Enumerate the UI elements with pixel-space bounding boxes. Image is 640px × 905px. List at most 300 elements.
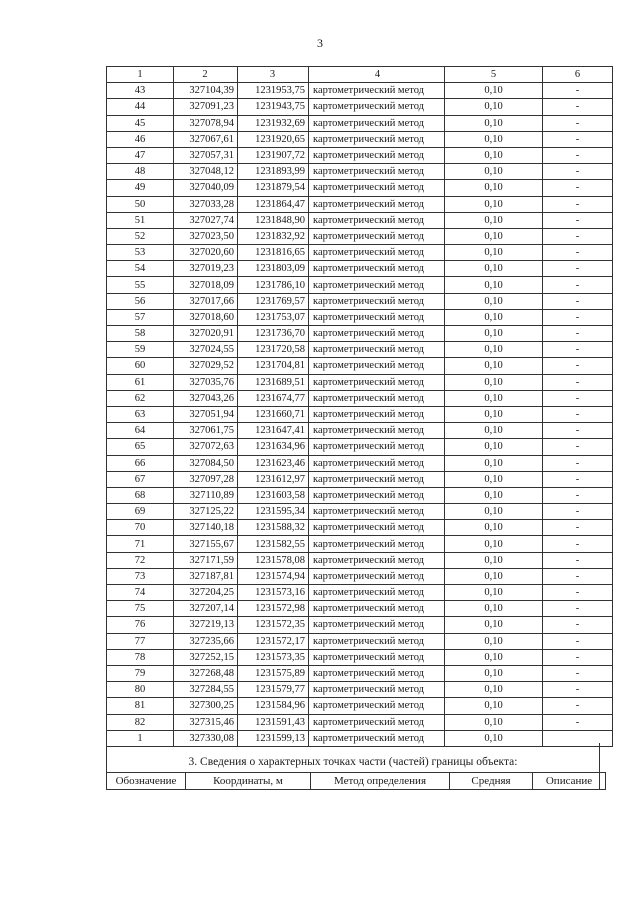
- table-cell: -: [543, 99, 613, 115]
- table-row: [107, 504, 613, 520]
- table-cell: -: [543, 358, 613, 374]
- table-cell: 1231647,41: [238, 423, 309, 439]
- table-cell: картометрический метод: [309, 714, 445, 730]
- table-row: [107, 309, 613, 325]
- table-cell: -: [543, 552, 613, 568]
- table-cell: -: [543, 455, 613, 471]
- table-cell: -: [543, 504, 613, 520]
- table-cell: 0,10: [445, 471, 543, 487]
- table-cell: -: [543, 196, 613, 212]
- table-row: [107, 682, 613, 698]
- table-cell: 1231572,35: [238, 617, 309, 633]
- table-cell: 327235,66: [174, 633, 238, 649]
- table-cell: картометрический метод: [309, 698, 445, 714]
- table-cell: 327091,23: [174, 99, 238, 115]
- table-cell: картометрический метод: [309, 309, 445, 325]
- table-cell: 1231612,97: [238, 471, 309, 487]
- table-cell: 327110,89: [174, 487, 238, 503]
- table-cell: 327043,26: [174, 390, 238, 406]
- table-row: [107, 245, 613, 261]
- table-cell: 0,10: [445, 423, 543, 439]
- table-cell: 44: [107, 99, 174, 115]
- table-row: [107, 585, 613, 601]
- table-row: [107, 471, 613, 487]
- header-cell: 1: [107, 67, 174, 83]
- table-cell: 327061,75: [174, 423, 238, 439]
- table-cell: картометрический метод: [309, 585, 445, 601]
- table-cell: -: [543, 83, 613, 99]
- table-cell: 68: [107, 487, 174, 503]
- table-cell: картометрический метод: [309, 196, 445, 212]
- table-cell: -: [543, 228, 613, 244]
- table-row: [107, 406, 613, 422]
- coordinates-table-body: [107, 67, 613, 747]
- table-cell: 61: [107, 374, 174, 390]
- table-cell: -: [543, 326, 613, 342]
- table-cell: картометрический метод: [309, 131, 445, 147]
- table-cell: 70: [107, 520, 174, 536]
- table-cell: 1231572,17: [238, 633, 309, 649]
- table-row: [107, 552, 613, 568]
- table-cell: 1231932,69: [238, 115, 309, 131]
- table-cell: 71: [107, 536, 174, 552]
- table-cell: 1231572,98: [238, 601, 309, 617]
- table-row: [107, 665, 613, 681]
- table-cell: -: [543, 649, 613, 665]
- table-cell: 72: [107, 552, 174, 568]
- table-cell: картометрический метод: [309, 487, 445, 503]
- table-cell: картометрический метод: [309, 730, 445, 746]
- table-cell: картометрический метод: [309, 83, 445, 99]
- table-row: [107, 164, 613, 180]
- table-cell: картометрический метод: [309, 504, 445, 520]
- table-cell: 0,10: [445, 326, 543, 342]
- table-cell: 0,10: [445, 358, 543, 374]
- table-cell: 0,10: [445, 147, 543, 163]
- table-row: [107, 83, 613, 99]
- header-cell: 3: [238, 67, 309, 83]
- table-cell: 0,10: [445, 196, 543, 212]
- table-cell: -: [543, 439, 613, 455]
- table-cell: 1231584,96: [238, 698, 309, 714]
- table-cell: -: [543, 585, 613, 601]
- table-row: [107, 212, 613, 228]
- table-cell: 54: [107, 261, 174, 277]
- table-cell: 76: [107, 617, 174, 633]
- table-row: [107, 520, 613, 536]
- table-cell: 1231575,89: [238, 665, 309, 681]
- table-row: [107, 147, 613, 163]
- coordinates-table: [106, 66, 613, 747]
- table-cell: 0,10: [445, 682, 543, 698]
- table-cell: 327300,25: [174, 698, 238, 714]
- table-cell: 78: [107, 649, 174, 665]
- table-cell: 0,10: [445, 730, 543, 746]
- table-cell: 73: [107, 568, 174, 584]
- table-cell: -: [543, 536, 613, 552]
- table-cell: картометрический метод: [309, 552, 445, 568]
- col-coordinates: Координаты, м: [186, 773, 311, 790]
- table-cell: картометрический метод: [309, 617, 445, 633]
- table-cell: -: [543, 245, 613, 261]
- table-cell: 0,10: [445, 342, 543, 358]
- table-cell: -: [543, 180, 613, 196]
- table-cell: 327027,74: [174, 212, 238, 228]
- table-cell: -: [543, 261, 613, 277]
- table-cell: картометрический метод: [309, 115, 445, 131]
- table-cell: картометрический метод: [309, 455, 445, 471]
- table-row: [107, 633, 613, 649]
- table-cell: 0,10: [445, 212, 543, 228]
- table-cell: картометрический метод: [309, 342, 445, 358]
- table-cell: 0,10: [445, 698, 543, 714]
- table-cell: 327067,61: [174, 131, 238, 147]
- table-cell: 56: [107, 293, 174, 309]
- table-cell: 0,10: [445, 309, 543, 325]
- table-cell: 0,10: [445, 536, 543, 552]
- table-cell: 0,10: [445, 617, 543, 633]
- table-cell: 327084,50: [174, 455, 238, 471]
- table-cell: 0,10: [445, 115, 543, 131]
- table-cell: картометрический метод: [309, 665, 445, 681]
- table-cell: 1231634,96: [238, 439, 309, 455]
- page-number: 3: [317, 36, 323, 50]
- table-cell: 62: [107, 390, 174, 406]
- table-row: [107, 649, 613, 665]
- table-cell: 1231864,47: [238, 196, 309, 212]
- table-cell: 0,10: [445, 552, 543, 568]
- table-cell: 63: [107, 406, 174, 422]
- table-cell: 327204,25: [174, 585, 238, 601]
- table-row: [107, 455, 613, 471]
- header-cell: 5: [445, 67, 543, 83]
- table-cell: 77: [107, 633, 174, 649]
- table-cell: 0,10: [445, 455, 543, 471]
- table-cell: 1231803,09: [238, 261, 309, 277]
- table-cell: 1231578,08: [238, 552, 309, 568]
- table-cell: 327284,55: [174, 682, 238, 698]
- table-row: [107, 423, 613, 439]
- table-cell: 327171,59: [174, 552, 238, 568]
- table-cell: -: [543, 212, 613, 228]
- table-cell: 1231573,35: [238, 649, 309, 665]
- table-cell: 1231943,75: [238, 99, 309, 115]
- table-row: [107, 601, 613, 617]
- table-cell: картометрический метод: [309, 261, 445, 277]
- table-cell: картометрический метод: [309, 180, 445, 196]
- table-cell: 50: [107, 196, 174, 212]
- table-cell: 0,10: [445, 180, 543, 196]
- table-cell: 327020,60: [174, 245, 238, 261]
- table-cell: 1231623,46: [238, 455, 309, 471]
- table-cell: 327125,22: [174, 504, 238, 520]
- col-designation: Обозначение: [107, 773, 186, 790]
- table-row: [107, 617, 613, 633]
- table-cell: 327029,52: [174, 358, 238, 374]
- table-cell: 1231879,54: [238, 180, 309, 196]
- table-cell: 327033,28: [174, 196, 238, 212]
- section-header-table: [106, 772, 606, 790]
- table-cell: картометрический метод: [309, 228, 445, 244]
- table-row: [107, 698, 613, 714]
- table-cell: 327078,94: [174, 115, 238, 131]
- table-cell: -: [543, 682, 613, 698]
- table-cell: 0,10: [445, 665, 543, 681]
- table-cell: 59: [107, 342, 174, 358]
- table-cell: 1231591,43: [238, 714, 309, 730]
- table-cell: 0,10: [445, 83, 543, 99]
- table-cell: картометрический метод: [309, 147, 445, 163]
- table-cell: 1231603,58: [238, 487, 309, 503]
- table-cell: -: [543, 277, 613, 293]
- table-cell: -: [543, 471, 613, 487]
- table-cell: 1: [107, 730, 174, 746]
- table-cell: 327020,91: [174, 326, 238, 342]
- table-cell: 0,10: [445, 633, 543, 649]
- table-cell: картометрический метод: [309, 245, 445, 261]
- table-cell: 0,10: [445, 714, 543, 730]
- table-cell: картометрический метод: [309, 293, 445, 309]
- table-cell: 0,10: [445, 601, 543, 617]
- section-header-row: [107, 773, 606, 790]
- table-cell: -: [543, 423, 613, 439]
- col-description: Описание: [533, 773, 606, 790]
- table-row: [107, 326, 613, 342]
- table-cell: -: [543, 665, 613, 681]
- table-cell: 0,10: [445, 99, 543, 115]
- table-cell: 43: [107, 83, 174, 99]
- table-cell: -: [543, 374, 613, 390]
- table-cell: -: [543, 698, 613, 714]
- header-cell: 6: [543, 67, 613, 83]
- table-row: [107, 390, 613, 406]
- table-cell: 0,10: [445, 293, 543, 309]
- table-cell: 51: [107, 212, 174, 228]
- table-row: [107, 293, 613, 309]
- table-cell: 1231588,32: [238, 520, 309, 536]
- table-cell: 74: [107, 585, 174, 601]
- col-method: Метод определения: [311, 773, 450, 790]
- table-cell: -: [543, 342, 613, 358]
- table-row: [107, 536, 613, 552]
- table-cell: -: [543, 147, 613, 163]
- table-cell: 57: [107, 309, 174, 325]
- table-cell: картометрический метод: [309, 633, 445, 649]
- table-cell: 1231786,10: [238, 277, 309, 293]
- table-cell: 1231736,70: [238, 326, 309, 342]
- table-cell: картометрический метод: [309, 568, 445, 584]
- table-cell: 80: [107, 682, 174, 698]
- table-cell: картометрический метод: [309, 390, 445, 406]
- table-cell: 327035,76: [174, 374, 238, 390]
- table-cell: 1231953,75: [238, 83, 309, 99]
- table-cell: 46: [107, 131, 174, 147]
- table-cell: 1231689,51: [238, 374, 309, 390]
- table-cell: 47: [107, 147, 174, 163]
- table-cell: картометрический метод: [309, 520, 445, 536]
- table-cell: 327018,60: [174, 309, 238, 325]
- col-average: Средняя: [450, 773, 533, 790]
- table-cell: 75: [107, 601, 174, 617]
- table-cell: 327330,08: [174, 730, 238, 746]
- section-title: 3. Сведения о характерных точках части (частей) границы объекта:: [188, 756, 518, 768]
- table-cell: картометрический метод: [309, 326, 445, 342]
- table-cell: картометрический метод: [309, 423, 445, 439]
- table-cell: 327018,09: [174, 277, 238, 293]
- table-row: [107, 180, 613, 196]
- table-cell: 1231720,58: [238, 342, 309, 358]
- table-cell: 327187,81: [174, 568, 238, 584]
- table-cell: 1231599,13: [238, 730, 309, 746]
- table-cell: 0,10: [445, 487, 543, 503]
- table-cell: 0,10: [445, 520, 543, 536]
- table-cell: -: [543, 601, 613, 617]
- table-cell: 64: [107, 423, 174, 439]
- table-cell: -: [543, 406, 613, 422]
- table-cell: картометрический метод: [309, 682, 445, 698]
- table-cell: 0,10: [445, 439, 543, 455]
- table-cell: -: [543, 164, 613, 180]
- table-cell: 0,10: [445, 406, 543, 422]
- table-cell: картометрический метод: [309, 358, 445, 374]
- table-cell: 65: [107, 439, 174, 455]
- table-cell: картометрический метод: [309, 164, 445, 180]
- table-cell: 48: [107, 164, 174, 180]
- table-cell: картометрический метод: [309, 406, 445, 422]
- table-cell: -: [543, 293, 613, 309]
- table-cell: картометрический метод: [309, 601, 445, 617]
- table-cell: 327219,13: [174, 617, 238, 633]
- table-cell: 0,10: [445, 649, 543, 665]
- table-cell: 0,10: [445, 504, 543, 520]
- table-cell: 327023,50: [174, 228, 238, 244]
- table-cell: 0,10: [445, 585, 543, 601]
- table-cell: картометрический метод: [309, 471, 445, 487]
- table-cell: 0,10: [445, 245, 543, 261]
- table-cell: 79: [107, 665, 174, 681]
- table-cell: 0,10: [445, 228, 543, 244]
- table-row: [107, 99, 613, 115]
- table-cell: 1231848,90: [238, 212, 309, 228]
- table-cell: 1231660,71: [238, 406, 309, 422]
- table-cell: картометрический метод: [309, 649, 445, 665]
- table-cell: 0,10: [445, 390, 543, 406]
- table-cell: 58: [107, 326, 174, 342]
- table-row: [107, 196, 613, 212]
- table-cell: 1231832,92: [238, 228, 309, 244]
- table-cell: 327040,09: [174, 180, 238, 196]
- table-cell: картометрический метод: [309, 277, 445, 293]
- table-row: [107, 358, 613, 374]
- table-row: [107, 714, 613, 730]
- table-row: [107, 439, 613, 455]
- table-cell: 327051,94: [174, 406, 238, 422]
- table-cell: -: [543, 633, 613, 649]
- table-cell: 1231907,72: [238, 147, 309, 163]
- table-cell: -: [543, 714, 613, 730]
- table-cell: -: [543, 390, 613, 406]
- table-row: [107, 342, 613, 358]
- table-cell: 327268,48: [174, 665, 238, 681]
- table-row: [107, 228, 613, 244]
- table-cell: 327097,28: [174, 471, 238, 487]
- table-cell: -: [543, 115, 613, 131]
- table-cell: -: [543, 131, 613, 147]
- table-cell: 327252,15: [174, 649, 238, 665]
- table-cell: 0,10: [445, 261, 543, 277]
- table-cell: 1231595,34: [238, 504, 309, 520]
- table-cell: 81: [107, 698, 174, 714]
- table-cell: -: [543, 309, 613, 325]
- table-cell: 327048,12: [174, 164, 238, 180]
- table-cell: 327017,66: [174, 293, 238, 309]
- table-cell: 0,10: [445, 131, 543, 147]
- table-cell: 1231674,77: [238, 390, 309, 406]
- header-cell: 4: [309, 67, 445, 83]
- table-cell: 1231579,77: [238, 682, 309, 698]
- table-cell: 1231573,16: [238, 585, 309, 601]
- table-cell: 1231893,99: [238, 164, 309, 180]
- table-cell: 327315,46: [174, 714, 238, 730]
- table-cell: картометрический метод: [309, 99, 445, 115]
- table-row: [107, 277, 613, 293]
- table-cell: -: [543, 568, 613, 584]
- table-cell: 66: [107, 455, 174, 471]
- table-cell: 327140,18: [174, 520, 238, 536]
- table-cell: 0,10: [445, 164, 543, 180]
- table-cell: 327104,39: [174, 83, 238, 99]
- table-cell: 1231920,65: [238, 131, 309, 147]
- table-cell: -: [543, 487, 613, 503]
- table-cell: 1231704,81: [238, 358, 309, 374]
- table-cell: 1231816,65: [238, 245, 309, 261]
- table-row: [107, 261, 613, 277]
- table-row: [107, 487, 613, 503]
- table-cell: 327024,55: [174, 342, 238, 358]
- table-cell: 1231769,57: [238, 293, 309, 309]
- table-cell: 1231582,55: [238, 536, 309, 552]
- table-row: [107, 568, 613, 584]
- table-cell: картометрический метод: [309, 212, 445, 228]
- table-row: [107, 131, 613, 147]
- table-cell: 0,10: [445, 277, 543, 293]
- table-cell: 69: [107, 504, 174, 520]
- table-cell: 52: [107, 228, 174, 244]
- table-cell: 55: [107, 277, 174, 293]
- table-cell: -: [543, 617, 613, 633]
- table-cell: 327072,63: [174, 439, 238, 455]
- table-cell: 67: [107, 471, 174, 487]
- table-header-row: [107, 67, 613, 83]
- table-cell: 327207,14: [174, 601, 238, 617]
- table-cell: 0,10: [445, 568, 543, 584]
- table-cell: 60: [107, 358, 174, 374]
- table-cell: 49: [107, 180, 174, 196]
- table-cell: 0,10: [445, 374, 543, 390]
- table-row: [107, 374, 613, 390]
- table-cell: 1231753,07: [238, 309, 309, 325]
- table-cell: картометрический метод: [309, 439, 445, 455]
- table-cell: -: [543, 520, 613, 536]
- table-cell: 1231574,94: [238, 568, 309, 584]
- table-cell: 53: [107, 245, 174, 261]
- header-cell: 2: [174, 67, 238, 83]
- table-cell: 327155,67: [174, 536, 238, 552]
- table-cell: 45: [107, 115, 174, 131]
- table-cell: 82: [107, 714, 174, 730]
- table-cell: 327057,31: [174, 147, 238, 163]
- table-row: [107, 115, 613, 131]
